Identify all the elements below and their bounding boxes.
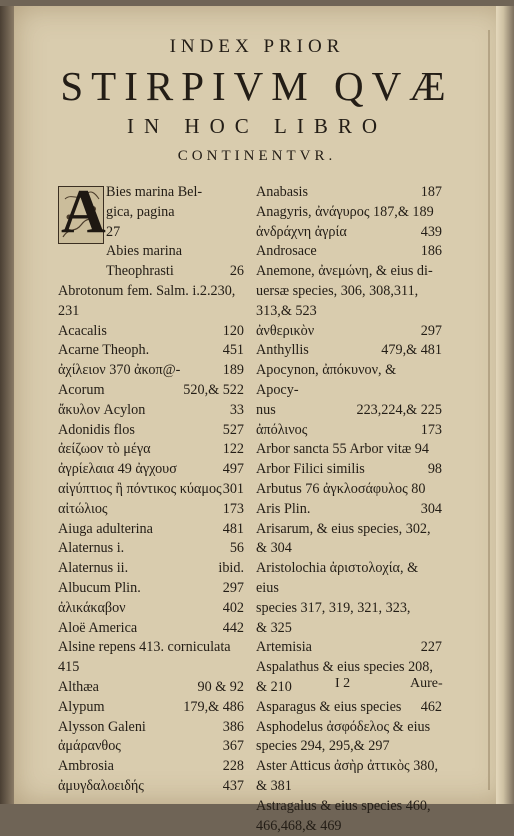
page-signature: I 2: [335, 676, 350, 692]
entry-page: 227: [421, 638, 442, 658]
index-entry: [58, 539, 244, 559]
entry-text: ἀνθερικὸν: [256, 322, 442, 342]
index-entry: [58, 361, 244, 381]
index-entry: [58, 500, 244, 520]
entry-page: 462: [421, 698, 442, 718]
entry-text: & 381: [256, 777, 442, 797]
entry-page: 186: [421, 242, 442, 262]
entry-page: 98: [428, 460, 442, 480]
index-entry: [256, 440, 442, 460]
entry-text: αἰτώλιος: [58, 500, 244, 520]
entry-text: Aloë America: [58, 619, 244, 639]
index-entry: [58, 381, 244, 401]
index-entry: [58, 203, 244, 223]
entry-text: ἀλικάκαβον: [58, 599, 244, 619]
entry-text: Ambrosia: [58, 757, 244, 777]
index-entry: [256, 718, 442, 738]
index-entry: [256, 302, 442, 322]
index-entry: [58, 777, 244, 797]
index-entry: [256, 817, 442, 836]
index-entry: [256, 539, 442, 559]
entry-text: Arisarum, & eius species, 302,: [256, 520, 442, 540]
entry-text: Albucum Plin.: [58, 579, 244, 599]
entry-text: 415: [58, 658, 244, 678]
entry-text: Abrotonum fem. Salm. i.2.230,: [58, 282, 244, 302]
index-entry: [256, 698, 442, 718]
entry-page: ibid.: [218, 559, 244, 579]
index-entry: [58, 678, 244, 698]
index-entry: [58, 322, 244, 342]
entry-page: 90 & 92: [197, 678, 244, 698]
entry-page: 187: [421, 183, 442, 203]
index-entry: [58, 619, 244, 639]
index-entry: [256, 737, 442, 757]
entry-text: 231: [58, 302, 244, 322]
entry-page: 179,& 486: [183, 698, 244, 718]
entry-page: 386: [223, 718, 244, 738]
index-entry: [58, 341, 244, 361]
index-entry: [58, 737, 244, 757]
entry-page: 442: [223, 619, 244, 639]
entry-page: 297: [223, 579, 244, 599]
entry-text: Althæa: [58, 678, 244, 698]
entry-text: Acorum: [58, 381, 244, 401]
entry-text: nus: [256, 401, 442, 421]
entry-page: 402: [223, 599, 244, 619]
index-entry: [58, 183, 244, 203]
entry-page: 56: [230, 539, 244, 559]
index-left-column: [58, 183, 244, 797]
entry-text: species 317, 319, 321, 323,: [256, 599, 442, 619]
index-entry: [256, 361, 442, 401]
index-entry: [58, 718, 244, 738]
entry-text: Aiuga adulterina: [58, 520, 244, 540]
index-entry: [256, 658, 442, 678]
header-title: STIRPIVM QVÆ: [0, 62, 514, 110]
index-entry: [58, 421, 244, 441]
entry-text: Adonidis flos: [58, 421, 244, 441]
entry-text: Aristolochia ἀριστολοχία, & eius: [256, 559, 442, 599]
entry-text: & 304: [256, 539, 442, 559]
index-entry: [256, 619, 442, 639]
entry-text: Aster Atticus ἀσὴρ ἀττικὸς 380,: [256, 757, 442, 777]
index-entry: [58, 658, 244, 678]
index-entry: [58, 638, 244, 658]
entry-page: 304: [421, 500, 442, 520]
entry-page: 120: [223, 322, 244, 342]
entry-text: Anemone, ἀνεμώνη, & eius di-: [256, 262, 442, 282]
page-fold-line: [488, 30, 490, 790]
entry-text: uersæ species, 306, 308,311,: [256, 282, 442, 302]
entry-text: Bies marina Bel-: [106, 183, 244, 203]
entry-text: Alysson Galeni: [58, 718, 244, 738]
drop-cap-letter: A: [61, 181, 106, 243]
entry-page: 122: [223, 440, 244, 460]
entry-page: 228: [223, 757, 244, 777]
entry-text: ἄκυλον Acylon: [58, 401, 244, 421]
index-entry: [58, 302, 244, 322]
entry-page: 497: [223, 460, 244, 480]
entry-text: Acarne Theoph.: [58, 341, 244, 361]
entry-text: Acacalis: [58, 322, 244, 342]
entry-text: Alaternus ii.: [58, 559, 244, 579]
entry-page: 520,& 522: [183, 381, 244, 401]
entry-text: ἀπόλινος: [256, 421, 442, 441]
entry-text: 27: [106, 223, 244, 243]
index-entry: [256, 599, 442, 619]
entry-text: Asphodelus ἀσφόδελος & eius: [256, 718, 442, 738]
index-entry: [58, 262, 244, 282]
index-entry: [58, 757, 244, 777]
entry-text: Alypum: [58, 698, 244, 718]
entry-text: Anabasis: [256, 183, 442, 203]
entry-page: 367: [223, 737, 244, 757]
entry-text: Anthyllis: [256, 341, 442, 361]
entry-page: 481: [223, 520, 244, 540]
header-line-4: CONTINENTVR.: [0, 148, 514, 165]
entry-text: Theophrasti: [106, 262, 244, 282]
index-entry: [256, 183, 442, 203]
index-entry: [58, 698, 244, 718]
index-entry: [58, 401, 244, 421]
entry-text: & 325: [256, 619, 442, 639]
header-line-3: IN HOC LIBRO: [0, 114, 514, 139]
index-entry: [256, 480, 442, 500]
entry-text: 313,& 523: [256, 302, 442, 322]
index-entry: [58, 282, 244, 302]
entry-text: Anagyris, ἀνάγυρος 187,& 189: [256, 203, 442, 223]
index-entry: [58, 599, 244, 619]
index-entry: [256, 242, 442, 262]
index-entry: [58, 440, 244, 460]
entry-text: Alaternus i.: [58, 539, 244, 559]
catchword: Aure-: [410, 676, 443, 692]
entry-page: 439: [421, 223, 442, 243]
entry-text: ἀγρίελαια 49 ἀγχουσ: [58, 460, 244, 480]
index-entry: [58, 460, 244, 480]
index-entry: [256, 322, 442, 342]
index-entry: [256, 223, 442, 243]
entry-text: species 294, 295,& 297: [256, 737, 442, 757]
index-entry: [256, 203, 442, 223]
entry-text: Arbor sancta 55 Arbor vitæ 94: [256, 440, 442, 460]
entry-text: Abies marina: [106, 242, 244, 262]
entry-text: Arbutus 76 ἀγκλοσάφυλος 80: [256, 480, 442, 500]
index-right-column: [256, 183, 442, 836]
header-line-1: INDEX PRIOR: [0, 36, 514, 58]
entry-page: 223,224,& 225: [356, 401, 442, 421]
entry-page: 173: [421, 421, 442, 441]
index-entry: [256, 262, 442, 282]
entry-text: Arbor Filici similis: [256, 460, 442, 480]
entry-text: Aris Plin.: [256, 500, 442, 520]
entry-page: 479,& 481: [381, 341, 442, 361]
entry-text: ἀχίλειον 370 ἀκοπ@-: [58, 361, 244, 381]
entry-page: 451: [223, 341, 244, 361]
entry-page: 26: [230, 262, 244, 282]
entry-text: Artemisia: [256, 638, 442, 658]
index-entry: [256, 282, 442, 302]
entry-page: 297: [421, 322, 442, 342]
entry-text: Alsine repens 413. corniculata: [58, 638, 244, 658]
entry-text: ἀμυγδαλοειδής: [58, 777, 244, 797]
index-entry: [256, 777, 442, 797]
entry-page: 189: [223, 361, 244, 381]
index-entry: [256, 638, 442, 658]
entry-text: ἀνδράχνη ἀγρία: [256, 223, 442, 243]
entry-text: ἀείζωον τὸ μέγα: [58, 440, 244, 460]
entry-text: gica, pagina: [106, 203, 244, 223]
entry-text: Asparagus & eius species: [256, 698, 442, 718]
index-entry: [58, 559, 244, 579]
index-entry: [58, 520, 244, 540]
entry-page: 301: [223, 480, 244, 500]
entry-page: 173: [223, 500, 244, 520]
entry-page: 527: [223, 421, 244, 441]
index-entry: [58, 223, 244, 243]
entry-page: 437: [223, 777, 244, 797]
index-entry: [256, 797, 442, 817]
entry-text: Aspalathus & eius species 208,: [256, 658, 442, 678]
index-entry: [256, 421, 442, 441]
entry-page: 33: [230, 401, 244, 421]
entry-text: ἀμάρανθος: [58, 737, 244, 757]
index-entry: [256, 401, 442, 421]
index-entry: [256, 341, 442, 361]
index-entry: [256, 757, 442, 777]
entry-text: 466,468,& 469: [256, 817, 442, 836]
index-entry: [58, 579, 244, 599]
index-entry: [256, 460, 442, 480]
index-entry: [58, 480, 244, 500]
index-entry: [256, 520, 442, 540]
index-entry: [58, 242, 244, 262]
entry-text: & 210: [256, 678, 442, 698]
index-entry: [256, 559, 442, 599]
index-entry: [256, 500, 442, 520]
entry-text: Apocynon, ἀπόκυνον, & Apocy-: [256, 361, 442, 401]
entry-text: Androsace: [256, 242, 442, 262]
entry-text: αἰγύπτιος ἢ πόντικος κύαμος: [58, 480, 244, 500]
entry-text: Astragalus & eius species 460,: [256, 797, 442, 817]
